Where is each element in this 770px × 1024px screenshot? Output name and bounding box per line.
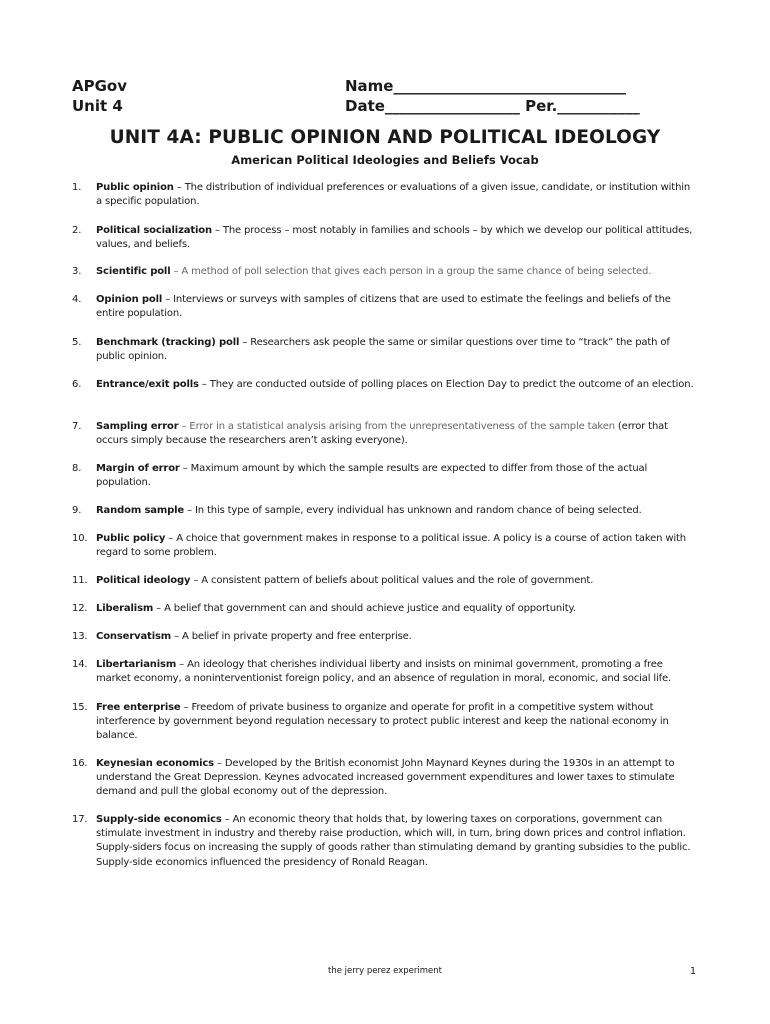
term-separator: – bbox=[184, 505, 195, 516]
vocab-term: Supply-side economics bbox=[96, 814, 222, 825]
vocab-term: Keynesian economics bbox=[96, 758, 214, 769]
page-subtitle: American Political Ideologies and Beliefs Vocab bbox=[231, 153, 539, 167]
item-number: 16. bbox=[72, 758, 88, 769]
term-separator: – bbox=[213, 758, 225, 769]
item-number: 10. bbox=[72, 533, 88, 544]
vocab-definition: Maximum amount by which the sample results are expected to differ from those of the actual population. bbox=[96, 463, 648, 489]
vocab-term: Benchmark (tracking) poll bbox=[96, 337, 240, 348]
vocab-term: Political ideology bbox=[96, 575, 191, 586]
term-separator: – bbox=[165, 533, 177, 544]
vocab-item bbox=[72, 701, 698, 744]
vocab-item bbox=[72, 265, 698, 279]
vocab-term: Public policy bbox=[96, 533, 166, 544]
vocab-definition: A choice that government makes in response to a political issue. A policy is a course of action taken with regard to some problem. bbox=[96, 533, 686, 559]
vocab-definition: A method of poll selection that gives each person in a group the same chance of being selected. bbox=[181, 266, 652, 277]
vocab-definition: A belief in private property and free enterprise. bbox=[181, 631, 412, 642]
term-separator: – bbox=[153, 603, 165, 614]
term-separator: – bbox=[239, 337, 251, 348]
term-separator: – bbox=[176, 659, 188, 670]
vocab-definition: Developed by the British economist John Maynard Keynes during the 1930s in an attempt to understand the Great Depression. Keynes advocated increased government expenditures and lower taxes to stimulate demand and pull the global economy out of the depression. bbox=[96, 758, 675, 798]
vocab-item bbox=[72, 658, 698, 686]
vocab-item bbox=[72, 504, 698, 518]
term-separator: – bbox=[178, 421, 190, 432]
vocab-term: Opinion poll bbox=[96, 294, 163, 305]
vocab-item bbox=[72, 574, 698, 588]
vocab-item bbox=[72, 602, 698, 616]
vocab-definition: A consistent pattern of beliefs about political values and the role of government. bbox=[201, 575, 594, 586]
vocab-item bbox=[72, 630, 698, 644]
vocab-item bbox=[72, 293, 698, 321]
term-separator: – bbox=[190, 575, 202, 586]
vocab-term: Liberalism bbox=[96, 603, 154, 614]
vocab-item bbox=[72, 462, 698, 490]
vocab-definition: They are conducted outside of polling places on Election Day to predict the outcome of an election. bbox=[209, 379, 694, 390]
vocab-item bbox=[72, 181, 698, 209]
term-separator: – bbox=[179, 463, 191, 474]
item-number: 2. bbox=[72, 225, 82, 236]
vocab-term: Sampling error bbox=[96, 421, 179, 432]
item-number: 1. bbox=[72, 182, 82, 193]
vocab-definition: Freedom of private business to organize and operate for profit in a competitive system without interference by government beyond regulation necessary to protect public interest and keep the national economy in balance. bbox=[96, 702, 669, 742]
unit-label: Unit 4 bbox=[72, 97, 123, 115]
vocab-definition: Interviews or surveys with samples of citizens that are used to estimate the feelings and beliefs of the entire population. bbox=[96, 294, 671, 320]
vocab-item bbox=[72, 224, 698, 252]
vocab-term: Entrance/exit polls bbox=[96, 379, 199, 390]
item-number: 7. bbox=[72, 421, 82, 432]
item-number: 15. bbox=[72, 702, 88, 713]
page-title: UNIT 4A: PUBLIC OPINION AND POLITICAL IDEOLOGY bbox=[109, 127, 661, 148]
item-number: 5. bbox=[72, 337, 82, 348]
vocab-definition: Researchers ask people the same or similar questions over time to “track” the path of public opinion. bbox=[96, 337, 670, 363]
term-separator: – bbox=[162, 294, 174, 305]
page-number: 1 bbox=[690, 966, 697, 977]
vocab-definition: An ideology that cherishes individual liberty and insists on minimal government, promoting a free market economy, a noninterventionist foreign policy, and an absence of regulation in moral, economic, and social life. bbox=[96, 659, 672, 685]
item-number: 13. bbox=[72, 631, 88, 642]
item-number: 14. bbox=[72, 659, 88, 670]
vocab-item bbox=[72, 757, 698, 800]
item-number: 3. bbox=[72, 266, 82, 277]
item-number: 12. bbox=[72, 603, 88, 614]
term-separator: – bbox=[211, 225, 223, 236]
vocab-item bbox=[72, 336, 698, 364]
vocab-definition: A belief that government can and should achieve justice and equality of opportunity. bbox=[164, 603, 576, 614]
course-label: APGov bbox=[72, 77, 127, 95]
term-separator: – bbox=[170, 266, 182, 277]
vocab-term: Political socialization bbox=[96, 225, 212, 236]
course-info bbox=[72, 76, 127, 116]
vocab-definition: An economic theory that holds that, by lowering taxes on corporations, government can stimulate investment in industry and thereby raise production, which will, in turn, bring down prices and control inflation. Supply-siders focus on increasing the supply of goods rather than stimulating demand by granting subsidies to the public. Supply-side economics influenced the presidency of Ronald Reagan. bbox=[96, 814, 691, 868]
item-number: 6. bbox=[72, 379, 82, 390]
term-separator: – bbox=[171, 631, 182, 642]
term-separator: – bbox=[180, 702, 192, 713]
item-number: 8. bbox=[72, 463, 82, 474]
item-number: 9. bbox=[72, 505, 82, 516]
item-number: 11. bbox=[72, 575, 88, 586]
vocab-definition: In this type of sample, every individual has unknown and random chance of being selected. bbox=[194, 505, 642, 516]
vocab-term: Random sample bbox=[96, 505, 185, 516]
date-period-field-line: Date__________________ Per.___________ bbox=[345, 97, 640, 115]
vocab-definition: The distribution of individual preferences or evaluations of a given issue, candidate, or institution within a specific population. bbox=[96, 182, 691, 208]
vocab-item bbox=[72, 813, 698, 870]
page-footer: the jerry perez experiment bbox=[328, 966, 442, 976]
vocab-definition-note: (error that occurs simply because the researchers aren’t asking everyone). bbox=[96, 421, 668, 447]
vocab-item bbox=[72, 378, 698, 392]
term-separator: – bbox=[221, 814, 233, 825]
vocab-item bbox=[72, 532, 698, 560]
item-number: 4. bbox=[72, 294, 82, 305]
vocab-item bbox=[72, 420, 698, 448]
vocab-definition: The process – most notably in families and schools – by which we develop our political attitudes, values, and beliefs. bbox=[96, 225, 693, 251]
vocab-term: Conservatism bbox=[96, 631, 172, 642]
vocab-definition: Error in a statistical analysis arising from the unrepresentativeness of the sample taken bbox=[189, 421, 615, 432]
item-number: 17. bbox=[72, 814, 88, 825]
student-info bbox=[345, 76, 640, 116]
name-field-line: Name_______________________________ bbox=[345, 77, 626, 95]
vocab-term: Libertarianism bbox=[96, 659, 177, 670]
vocab-term: Margin of error bbox=[96, 463, 180, 474]
term-separator: – bbox=[173, 182, 185, 193]
term-separator: – bbox=[198, 379, 210, 390]
vocab-term: Free enterprise bbox=[96, 702, 181, 713]
vocab-term: Scientific poll bbox=[96, 266, 171, 277]
vocab-term: Public opinion bbox=[96, 182, 174, 193]
